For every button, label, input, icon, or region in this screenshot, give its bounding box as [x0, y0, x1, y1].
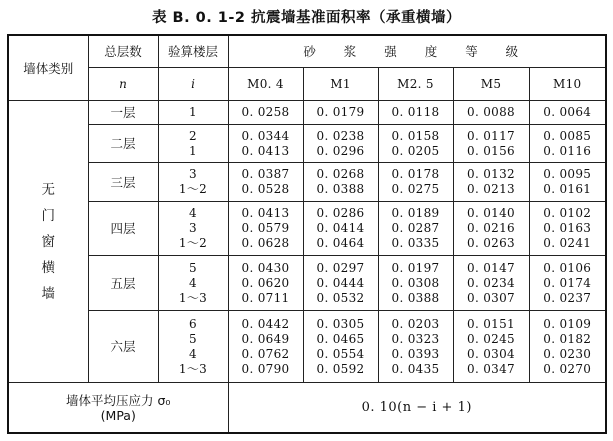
ratio-cell [529, 125, 606, 163]
grade-header-m10: M10 [529, 68, 606, 101]
wall-category-char: 墙 [41, 285, 55, 302]
ratio-value: 0. 0387 [241, 167, 290, 182]
table-row [8, 256, 606, 311]
ratio-value: 0. 0237 [543, 290, 592, 305]
ratio-cell [378, 256, 453, 311]
ratio-cell [378, 101, 453, 125]
ratio-value: 0. 0335 [391, 236, 440, 250]
ratio-value: 0. 0620 [241, 275, 290, 290]
ratio-value: 0. 0102 [543, 206, 592, 220]
ratio-value: 0. 0147 [467, 260, 515, 275]
wall-category-char: 门 [41, 207, 55, 224]
ratio-cell [529, 101, 606, 125]
wall-category-cell [8, 101, 88, 383]
check-floor-value: 3 [189, 167, 197, 182]
ratio-value: 0. 0297 [316, 260, 365, 275]
check-floor-value: 3 [189, 221, 197, 235]
ratio-cell [228, 163, 303, 201]
ratio-value: 0. 0304 [467, 346, 515, 361]
ratio-value: 0. 0216 [467, 221, 515, 235]
check-floor-value: 1～3 [178, 290, 208, 305]
ratio-value: 0. 0790 [241, 361, 290, 376]
ratio-value: 0. 0388 [391, 290, 440, 305]
ratio-cell [453, 163, 529, 201]
ratio-value: 0. 0132 [467, 167, 515, 182]
ratio-value: 0. 0430 [241, 260, 290, 275]
ratio-cell [228, 125, 303, 163]
ratio-cell [228, 310, 303, 382]
ratio-value: 0. 0234 [467, 275, 515, 290]
check-floor-value: 1 [189, 105, 197, 120]
header-mortar-grade: 砂 浆 强 度 等 级 [228, 35, 606, 68]
footer-row [8, 383, 606, 433]
ratio-cell [228, 101, 303, 125]
grade-header-m25: M2. 5 [378, 68, 453, 101]
wall-category-char: 窗 [41, 233, 55, 250]
check-floor-cell [158, 310, 228, 382]
check-floor-cell [158, 163, 228, 201]
ratio-value: 0. 0205 [391, 143, 440, 158]
ratio-cell [303, 163, 378, 201]
ratio-value: 0. 0414 [316, 221, 365, 235]
ratio-value: 0. 0230 [543, 346, 592, 361]
ratio-cell [529, 256, 606, 311]
ratio-value: 0. 0308 [391, 275, 440, 290]
ratio-cell [378, 125, 453, 163]
ratio-value: 0. 0158 [391, 128, 440, 143]
ratio-value: 0. 0286 [316, 206, 365, 220]
ratio-value: 0. 0413 [241, 143, 290, 158]
floor-count-label: 六层 [88, 310, 158, 382]
ratio-value: 0. 0151 [467, 316, 515, 331]
avg-stress-label [8, 383, 228, 433]
check-floor-cell [158, 101, 228, 125]
ratio-value: 0. 0178 [391, 167, 440, 182]
floor-count-label: 二层 [88, 125, 158, 163]
ratio-value: 0. 0064 [543, 105, 592, 120]
ratio-value: 0. 0579 [241, 221, 290, 235]
check-floor-value: 4 [189, 275, 197, 290]
ratio-value: 0. 0085 [543, 128, 592, 143]
check-floor-cell [158, 256, 228, 311]
header-wall-type: 墙体类别 [8, 35, 88, 101]
ratio-cell [453, 310, 529, 382]
ratio-cell [453, 256, 529, 311]
table-row [8, 201, 606, 256]
ratio-value: 0. 0592 [316, 361, 365, 376]
check-floor-value: 5 [189, 331, 197, 346]
ratio-cell [453, 201, 529, 256]
check-floor-value: 6 [189, 316, 197, 331]
check-floor-value: 2 [189, 128, 197, 143]
ratio-cell [529, 163, 606, 201]
ratio-value: 0. 0161 [543, 182, 592, 197]
ratio-value: 0. 0388 [316, 182, 365, 197]
floor-count-label: 三层 [88, 163, 158, 201]
floor-count-label: 四层 [88, 201, 158, 256]
avg-stress-formula: 0. 10(n − i + 1) [228, 383, 606, 433]
ratio-value: 0. 0174 [543, 275, 592, 290]
ratio-value: 0. 0238 [316, 128, 365, 143]
ratio-value: 0. 0182 [543, 331, 592, 346]
ratio-value: 0. 0156 [467, 143, 515, 158]
ratio-cell [228, 256, 303, 311]
check-floor-value: 1 [189, 143, 197, 158]
ratio-value: 0. 0245 [467, 331, 515, 346]
ratio-value: 0. 0258 [241, 105, 290, 120]
floor-count-label: 一层 [88, 101, 158, 125]
ratio-value: 0. 0649 [241, 331, 290, 346]
check-floor-value: 4 [189, 206, 197, 220]
ratio-value: 0. 0464 [316, 236, 365, 250]
ratio-value: 0. 0528 [241, 182, 290, 197]
ratio-cell [303, 256, 378, 311]
grade-header-m04: M0. 4 [228, 68, 303, 101]
ratio-value: 0. 0393 [391, 346, 440, 361]
ratio-value: 0. 0347 [467, 361, 515, 376]
ratio-value: 0. 0241 [543, 236, 592, 250]
header-check-floor: 验算楼层 [158, 35, 228, 68]
ratio-value: 0. 0465 [316, 331, 365, 346]
avg-stress-label-line: (MPa) [100, 407, 136, 423]
header-total-floors: 总层数 [88, 35, 158, 68]
ratio-value: 0. 0287 [391, 221, 440, 235]
ratio-cell [303, 201, 378, 256]
wall-category-char: 无 [41, 181, 55, 198]
ratio-cell [378, 310, 453, 382]
base-area-ratio-table [7, 34, 607, 434]
check-floor-cell [158, 201, 228, 256]
ratio-value: 0. 0444 [316, 275, 365, 290]
ratio-value: 0. 0106 [543, 260, 592, 275]
ratio-cell [303, 310, 378, 382]
check-floor-value: 4 [189, 346, 197, 361]
ratio-value: 0. 0323 [391, 331, 440, 346]
check-floor-value: 1～2 [178, 236, 208, 250]
ratio-cell [453, 101, 529, 125]
grade-header-m5: M5 [453, 68, 529, 101]
ratio-value: 0. 0296 [316, 143, 365, 158]
ratio-value: 0. 0163 [543, 221, 592, 235]
header-check-floor-symbol: i [158, 68, 228, 101]
ratio-cell [303, 125, 378, 163]
ratio-value: 0. 0413 [241, 206, 290, 220]
table-row [8, 163, 606, 201]
ratio-value: 0. 0275 [391, 182, 440, 197]
ratio-value: 0. 0088 [467, 105, 515, 120]
check-floor-value: 5 [189, 260, 197, 275]
ratio-value: 0. 0116 [543, 143, 592, 158]
ratio-value: 0. 0532 [316, 290, 365, 305]
ratio-value: 0. 0268 [316, 167, 365, 182]
ratio-cell [228, 201, 303, 256]
ratio-value: 0. 0762 [241, 346, 290, 361]
check-floor-cell [158, 125, 228, 163]
wall-category-char: 横 [41, 259, 55, 276]
table-row [8, 310, 606, 382]
ratio-value: 0. 0189 [391, 206, 440, 220]
ratio-cell [378, 163, 453, 201]
ratio-value: 0. 0095 [543, 167, 592, 182]
floor-count-label: 五层 [88, 256, 158, 311]
check-floor-value: 1～2 [178, 182, 208, 197]
check-floor-value: 1～3 [178, 361, 208, 376]
ratio-value: 0. 0711 [241, 290, 290, 305]
table-row [8, 101, 606, 125]
ratio-value: 0. 0554 [316, 346, 365, 361]
ratio-cell [529, 310, 606, 382]
ratio-value: 0. 0628 [241, 236, 290, 250]
ratio-value: 0. 0435 [391, 361, 440, 376]
ratio-value: 0. 0307 [467, 290, 515, 305]
ratio-value: 0. 0118 [391, 105, 440, 120]
ratio-value: 0. 0197 [391, 260, 440, 275]
ratio-cell [303, 101, 378, 125]
ratio-value: 0. 0270 [543, 361, 592, 376]
ratio-cell [378, 201, 453, 256]
ratio-cell [529, 201, 606, 256]
grade-header-m1: M1 [303, 68, 378, 101]
ratio-cell [453, 125, 529, 163]
ratio-value: 0. 0305 [316, 316, 365, 331]
table-row [8, 125, 606, 163]
table-title: 表 B. 0. 1-2 抗震墙基准面积率（承重横墙） [151, 10, 462, 26]
ratio-value: 0. 0179 [316, 105, 365, 120]
header-total-floors-symbol: n [88, 68, 158, 101]
ratio-value: 0. 0213 [467, 182, 515, 197]
avg-stress-label-line: 墙体平均压应力 σ₀ [66, 392, 171, 408]
ratio-value: 0. 0203 [391, 316, 440, 331]
ratio-value: 0. 0117 [467, 128, 515, 143]
ratio-value: 0. 0109 [543, 316, 592, 331]
ratio-value: 0. 0263 [467, 236, 515, 250]
ratio-value: 0. 0442 [241, 316, 290, 331]
ratio-value: 0. 0344 [241, 128, 290, 143]
ratio-value: 0. 0140 [467, 206, 515, 220]
